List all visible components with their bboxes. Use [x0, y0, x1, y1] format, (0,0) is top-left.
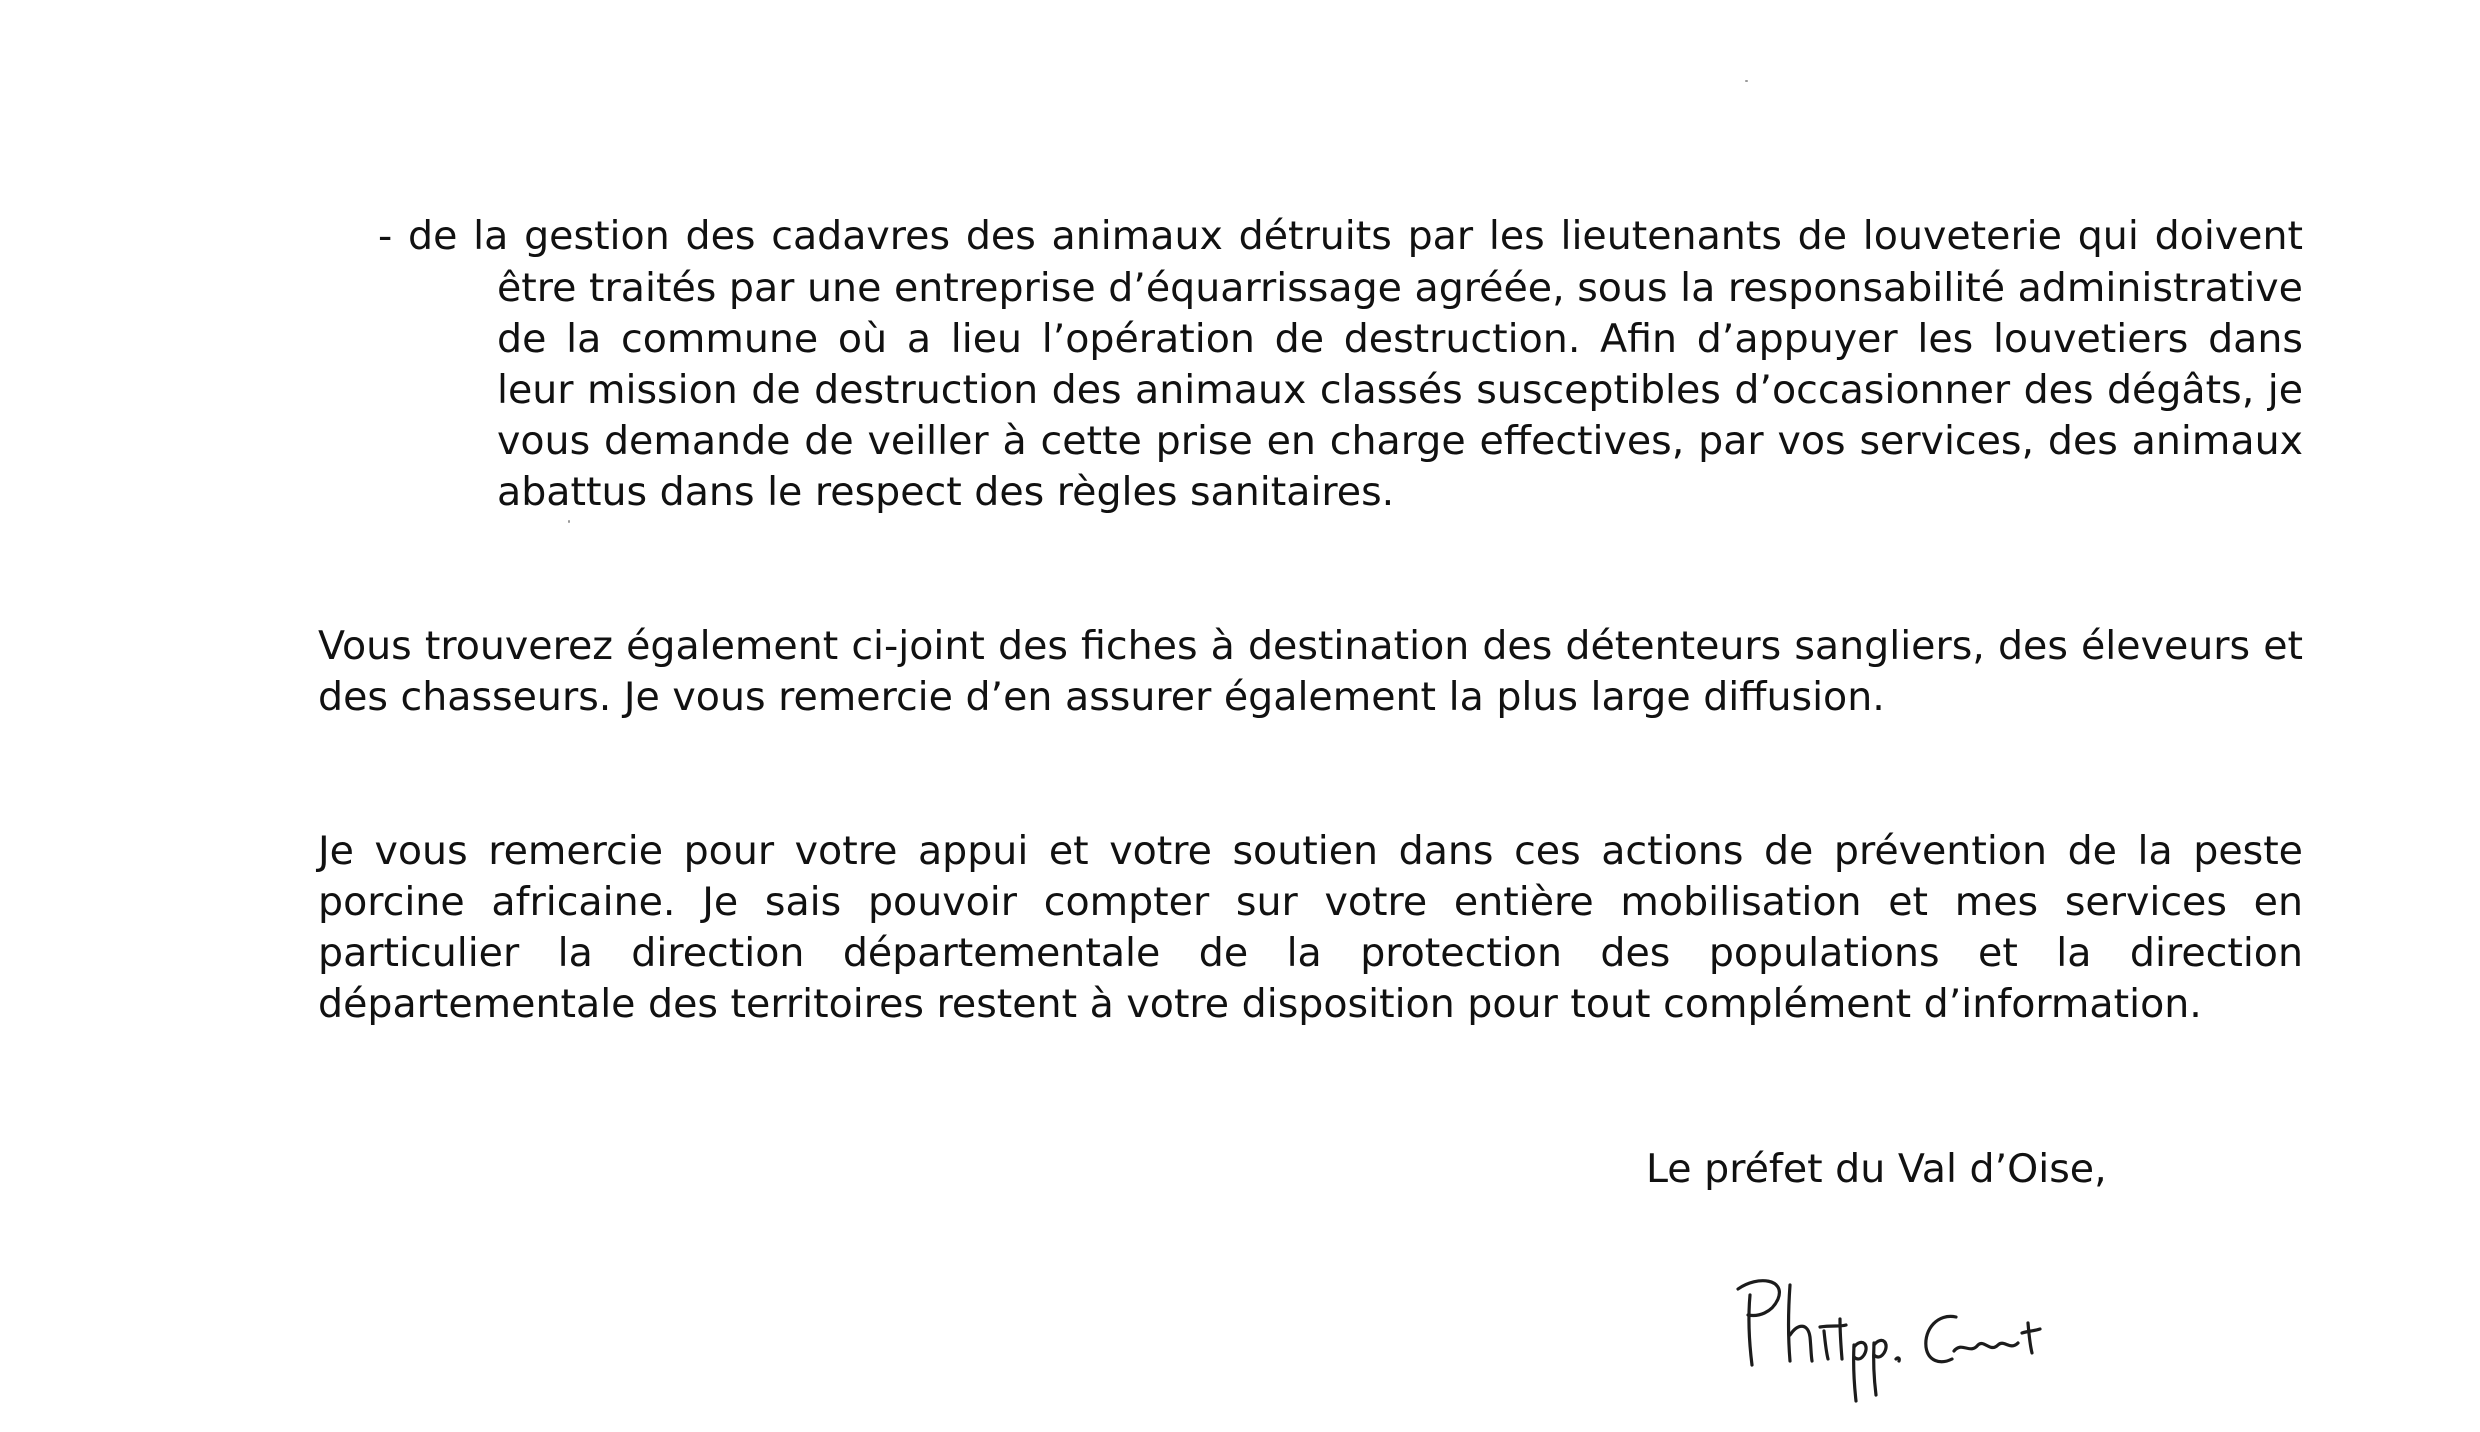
bullet-line-6: abattus dans le respect des règles sanitaires.	[497, 469, 1395, 515]
bullet-line-2: être traités par une entreprise d’équarrissage agréée, sous la responsabilité administrative	[497, 265, 2303, 311]
paragraph-1-line-2: des chasseurs. Je vous remercie d’en assurer également la plus large diffusion.	[318, 674, 1885, 720]
paragraph-2-line-3: particulier la direction départementale de la protection des populations et la direction	[318, 930, 2303, 976]
scan-speck	[1745, 80, 1748, 82]
paragraph-1-line-1: Vous trouverez également ci-joint des fiches à destination des détenteurs sangliers, des éleveurs et	[318, 623, 2303, 669]
bullet-line-4: leur mission de destruction des animaux classés susceptibles d’occasionner des dégâts, je	[497, 367, 2303, 413]
bullet-line-1: - de la gestion des cadavres des animaux détruits par les lieutenants de louveterie qui doivent	[378, 213, 2303, 259]
bullet-line-3: de la commune où a lieu l’opération de destruction. Afin d’appuyer les louvetiers dans	[497, 316, 2303, 362]
bullet-line-5: vous demande de veiller à cette prise en charge effectives, par vos services, des animaux	[497, 418, 2303, 464]
closing-title: Le préfet du Val d’Oise,	[1646, 1146, 2107, 1192]
paragraph-2-line-1: Je vous remercie pour votre appui et votre soutien dans ces actions de prévention de la peste	[318, 828, 2303, 874]
scan-speck	[568, 520, 570, 523]
signature	[1728, 1255, 2068, 1405]
paragraph-2-line-2: porcine africaine. Je sais pouvoir compter sur votre entière mobilisation et mes services en	[318, 879, 2303, 925]
paragraph-2-line-4: départementale des territoires restent à votre disposition pour tout complément d’information.	[318, 981, 2202, 1027]
